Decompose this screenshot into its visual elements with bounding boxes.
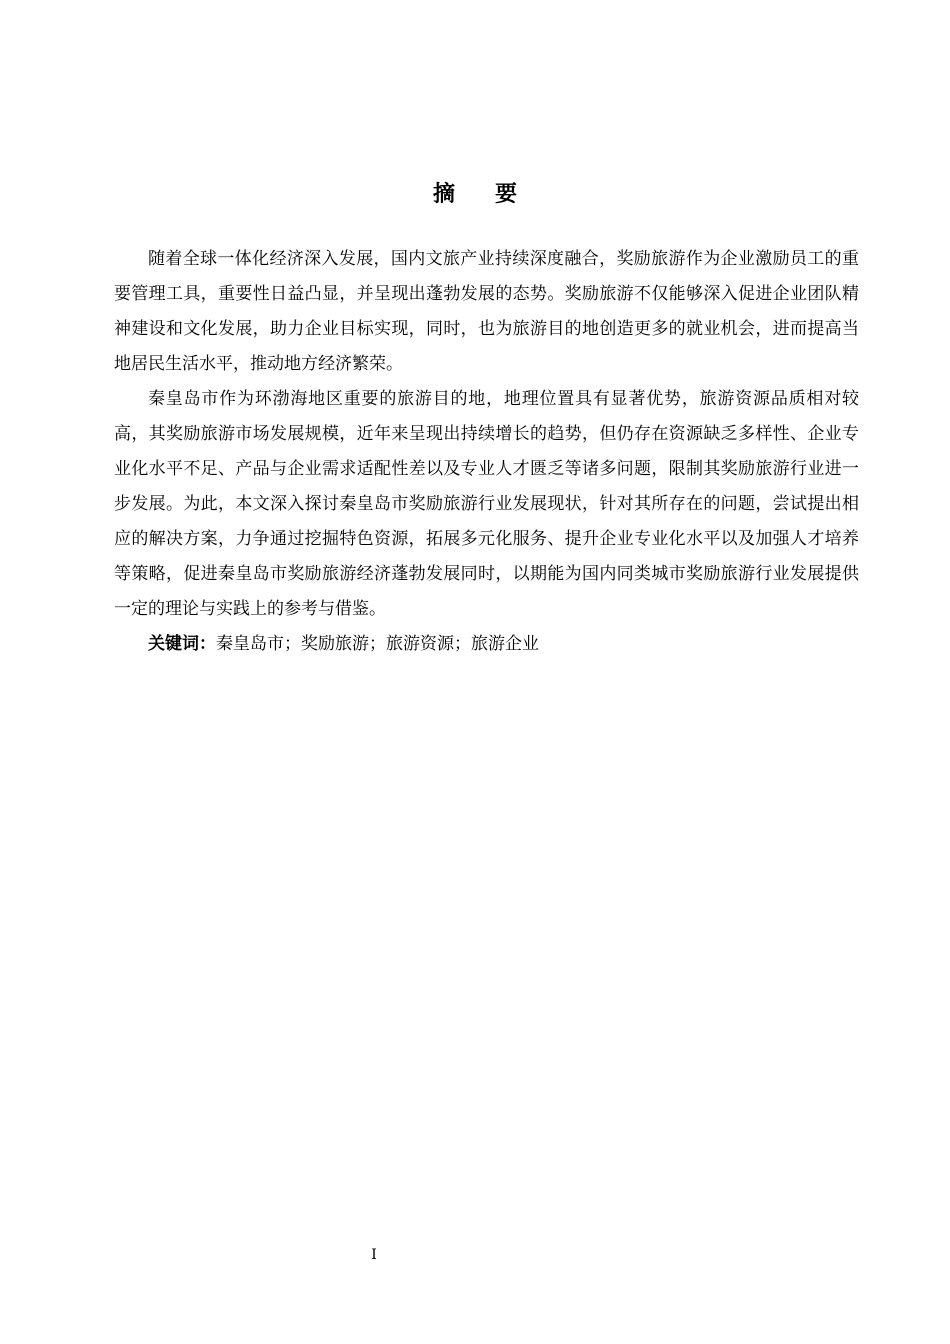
keywords-text: 秦皇岛市；奖励旅游；旅游资源；旅游企业: [216, 634, 539, 654]
page-number: I: [371, 1247, 377, 1263]
abstract-paragraph-1: 随着全球一体化经济深入发展，国内文旅产业持续深度融合，奖励旅游作为企业激励员工的重要管理工具，重要性日益凸显，并呈现出蓬勃发展的态势。奖励旅游不仅能够深入促进企业团队精神建设和文化发展，助力企业目标实现，同时，也为旅游目的地创造更多的就业机会，进而提高当地居民生活水平，推动地方经济繁荣。: [114, 249, 859, 374]
abstract-title: 摘要: [432, 182, 557, 207]
abstract-paragraph-2: 秦皇岛市作为环渤海地区重要的旅游目的地，地理位置具有显著优势，旅游资源品质相对较高，其奖励旅游市场发展规模，近年来呈现出持续增长的趋势，但仍存在资源缺乏多样性、企业专业化水平不足、产品与企业需求适配性差以及专业人才匮乏等诸多问题，限制其奖励旅游行业进一步发展。为此，本文深入探讨秦皇岛市奖励旅游行业发展现状，针对其所存在的问题，尝试提出相应的解决方案，力争通过挖掘特色资源，拓展多元化服务、提升企业专业化水平以及加强人才培养等策略，促进秦皇岛市奖励旅游经济蓬勃发展同时，以期能为国内同类城市奖励旅游行业发展提供一定的理论与实践上的参考与借鉴。: [114, 389, 859, 619]
keywords-line: [114, 627, 859, 662]
keywords-label: 关键词：: [148, 634, 216, 654]
abstract-body: [114, 242, 859, 662]
